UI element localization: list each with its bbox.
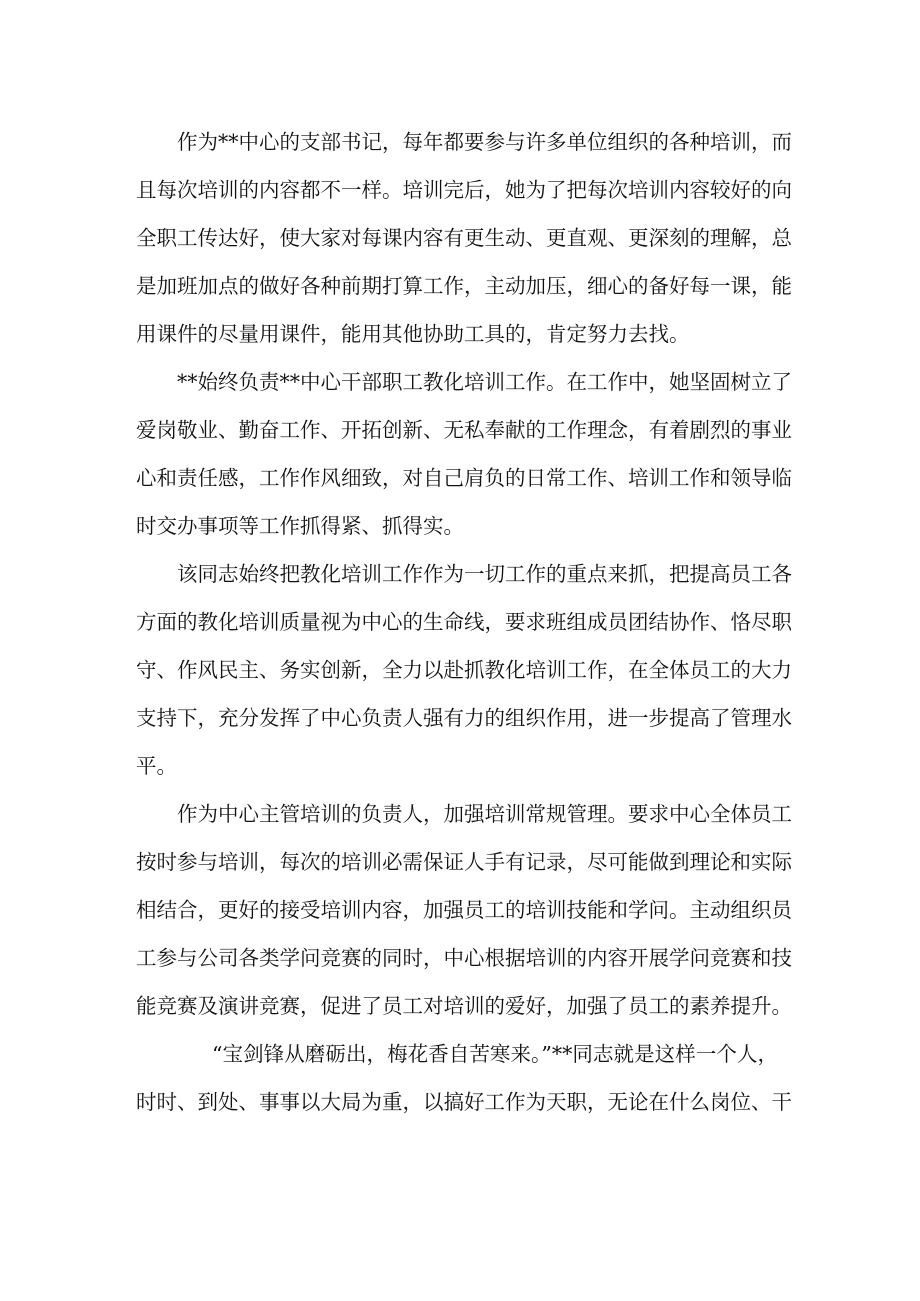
text-line: 作为中心主管培训的负责人，加强培训常规管理。要求中心全体员工	[177, 802, 792, 826]
text-line: 心和责任感，工作作风细致，对自己肩负的日常工作、培训工作和领导临	[136, 466, 792, 490]
text-line: 相结合，更好的接受培训内容，加强员工的培训技能和学问。主动组织员	[136, 898, 792, 922]
text-line: 且每次培训的内容都不一样。培训完后，她为了把每次培训内容较好的向	[136, 178, 792, 202]
text-line: **始终负责**中心干部职工教化培训工作。在工作中，她坚固树立了	[177, 370, 792, 394]
text-line: 全职工传达好，使大家对每课内容有更生动、更直观、更深刻的理解，总	[136, 226, 792, 250]
text-line: 支持下，充分发挥了中心负责人强有力的组织作用，进一步提高了管理水	[136, 706, 792, 730]
text-line: “宝剑锋从磨砺出，梅花香自苦寒来。”**同志就是这样一个人，	[212, 1042, 778, 1066]
text-line: 时时、到处、事事以大局为重，以搞好工作为天职，无论在什么岗位、干	[136, 1090, 792, 1114]
text-line: 用课件的尽量用课件，能用其他协助工具的，肯定努力去找。	[136, 322, 690, 346]
text-line: 爱岗敬业、勤奋工作、开拓创新、无私奉献的工作理念，有着剧烈的事业	[136, 418, 792, 442]
text-line: 是加班加点的做好各种前期打算工作，主动加压，细心的备好每一课，能	[136, 274, 792, 298]
text-line: 时交办事项等工作抓得紧、抓得实。	[136, 514, 464, 538]
text-line: 方面的教化培训质量视为中心的生命线，要求班组成员团结协作、恪尽职	[136, 610, 792, 634]
text-line: 能竞赛及演讲竞赛，促进了员工对培训的爱好，加强了员工的素养提升。	[136, 994, 792, 1018]
text-line: 按时参与培训，每次的培训必需保证人手有记录，尽可能做到理论和实际	[136, 850, 792, 874]
text-line: 作为**中心的支部书记，每年都要参与许多单位组织的各种培训，而	[177, 130, 792, 154]
text-line: 守、作风民主、务实创新，全力以赴抓教化培训工作，在全体员工的大力	[136, 658, 792, 682]
text-line: 该同志始终把教化培训工作作为一切工作的重点来抓，把提高员工各	[177, 562, 792, 586]
text-line: 工参与公司各类学问竞赛的同时，中心根据培训的内容开展学问竞赛和技	[136, 946, 792, 970]
text-line: 平。	[136, 754, 177, 778]
